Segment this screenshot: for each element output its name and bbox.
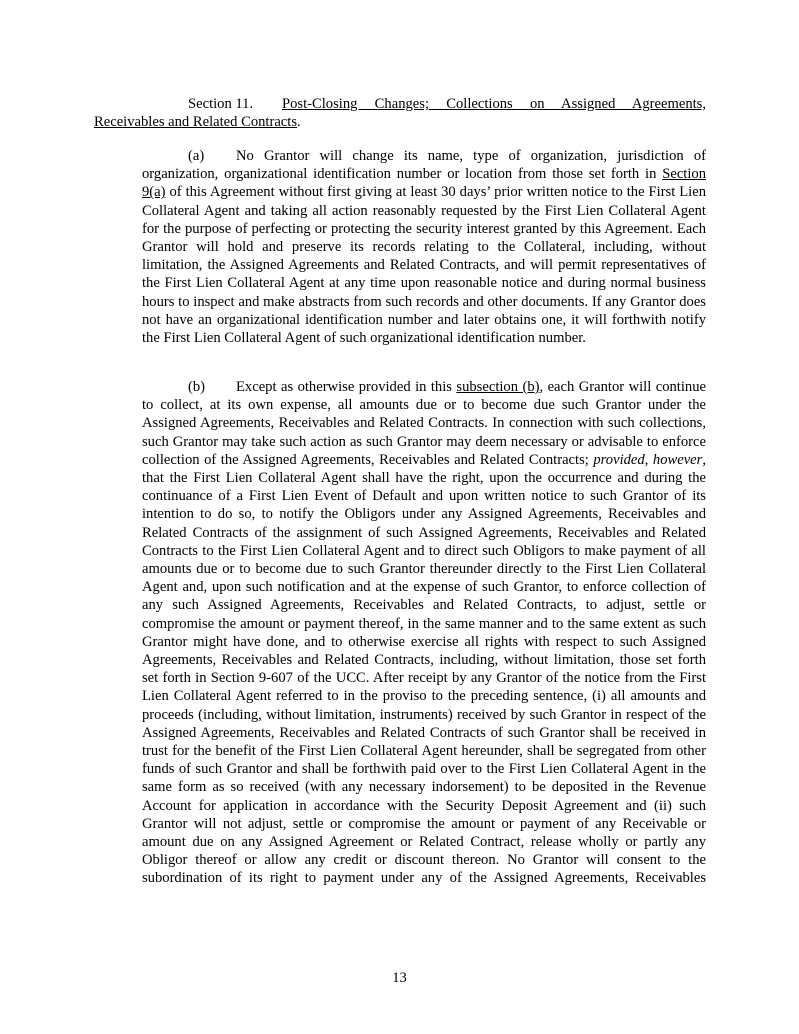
page-number: 13 bbox=[392, 970, 407, 986]
paragraph-a-label: (a) bbox=[188, 148, 205, 164]
section-number: Section 11. bbox=[188, 96, 254, 112]
subsection-b-reference: subsection (b) bbox=[456, 379, 540, 395]
paragraph-a-text1: No Grantor will change its name, type of organization, jurisdiction of organization, organizational identification number or location from those set forth in bbox=[142, 148, 706, 183]
section-9a-reference: Section 9(a) bbox=[142, 166, 706, 201]
paragraph-b-label: (b) bbox=[188, 379, 206, 395]
section-title-line1: Post-Closing Changes; Collections on Assigned Agreements, bbox=[282, 96, 706, 112]
comma-separator: , bbox=[644, 451, 653, 468]
paragraph-b bbox=[142, 378, 706, 888]
however-term: however bbox=[652, 451, 703, 468]
section-title-line2: Receivables and Related Contracts bbox=[94, 114, 298, 130]
paragraph-a-text2: of this Agreement without first giving at least 30 days’ prior written notice to the First Lien Collateral Agent and taking all action reasonably requested by the First Lien Collateral Agent for the purpose of perfecting or protecting the security interest granted by this Agreement. Each Grantor will hold and preserve its records relating to the Collateral, including, without limitation, the Assigned Agreements and Related Contracts, and will permit representatives of the First Lien Collateral Agent at any time upon reasonable notice and during normal business hours to inspect and make abstracts from such records and other documents. If any Grantor does not have an organizational identification number and later obtains one, it will forthwith notify the First Lien Collateral Agent of such organizational identification number. bbox=[142, 184, 706, 347]
paragraph-b-text1: Except as otherwise provided in this bbox=[236, 379, 457, 395]
paragraph-b-text3: , that the First Lien Collateral Agent shall have the right, upon the occurrence and during the continuance of a First Lien Event of Default and upon written notice to such Grantor of its intention to do so, to notify the Obligors under any Assigned Agreements, Receivables and Related Contracts of the assignment of such Assigned Agreements, Receivables and Related Contracts to the First Lien Collateral Agent and to direct such Obligors to make payment of all amounts due or to become due to such Grantor thereunder directly to the First Lien Collateral Agent and, upon such notification and at the expense of such Grantor, to enforce collection of any such Assigned Agreements, Receivables and Related Contracts, to adjust, settle or compromise the amount or payment thereof, in the same manner and to the same extent as such Grantor might have done, and to otherwise exercise all rights with respect to such Assigned Agreements, Receivables and Related Contracts, including, without limitation, those set forth set forth in Section 9-607 of the UCC. After receipt by any Grantor of the notice from the First Lien Collateral Agent referred to in the proviso to the preceding sentence, (i) all amounts and proceeds (including, without limitation, instruments) received by such Grantor in respect of the Assigned Agreements, Receivables and Related Contracts of such Grantor shall be received in trust for the benefit of the First Lien Collateral Agent hereunder, shall be segregated from other funds of such Grantor and shall be forthwith paid over to the First Lien Collateral Agent in the same form as so received (with any necessary indorsement) to be deposited in the Revenue Account for application in accordance with the Security Deposit Agreement and (ii) such Grantor will not adjust, settle or compromise the amount or payment of any Receivable or amount due on any Assigned Agreement or Related Contract, release wholly or partly any Obligor thereof or allow any credit or discount thereon. No Grantor will consent to the subordination of its right to payment under any of the Assigned Agreements, Receivables bbox=[142, 451, 706, 887]
paragraph-a bbox=[142, 147, 706, 347]
paragraph-b-text2: , each Grantor will continue to collect, at its own expense, all amounts due or to become due such Grantor under the Assigned Agreements, Receivables and Related Contracts. In connection with such collections, such Grantor may take such action as such Grantor may deem necessary or advisable to enforce collection of the Assigned Agreements, Receivables and Related Contracts; bbox=[142, 379, 706, 468]
section-heading bbox=[94, 95, 706, 131]
provided-term: provided bbox=[593, 451, 645, 468]
section-title-end: . bbox=[297, 114, 301, 130]
